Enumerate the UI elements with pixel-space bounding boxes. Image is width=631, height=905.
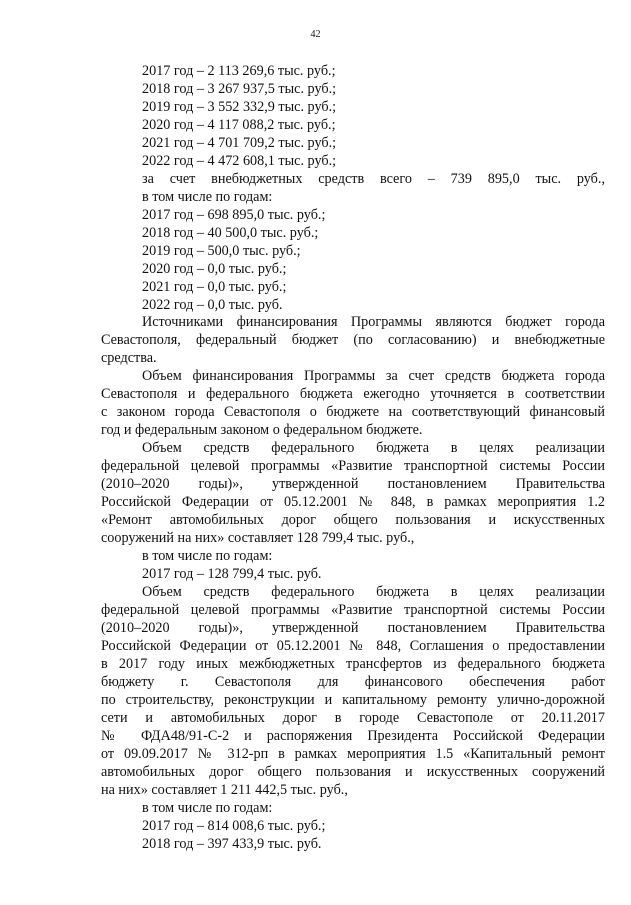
text-line: 2018 год – 40 500,0 тыс. руб.; — [142, 225, 319, 241]
paragraph-line: федеральной целевой программы «Развитие транспортной системы России — [101, 602, 605, 618]
paragraph-line: бюджету г. Севастополя для финансового обеспечения работ — [101, 674, 605, 690]
text-line: 2022 год – 0,0 тыс. руб. — [142, 297, 283, 313]
text-line: 2021 год – 0,0 тыс. руб.; — [142, 279, 287, 295]
text-line: 2017 год – 2 113 269,6 тыс. руб.; — [142, 63, 336, 79]
paragraph-line: Объем финансирования Программы за счет средств бюджета города — [142, 368, 605, 384]
text-line: в том числе по годам: — [142, 548, 273, 564]
paragraph-line: с законом города Севастополя о бюджете на соответствующий финансовый — [101, 404, 605, 420]
paragraph-line: Севастополя и федерального бюджета ежегодно уточняется в соответствии — [101, 386, 605, 402]
paragraph-line: «Ремонт автомобильных дорог общего пользования и искусственных — [101, 512, 605, 528]
paragraph-line: Российской Федерации от 05.12.2001 № 848, в рамках мероприятия 1.2 — [101, 494, 605, 510]
text-line: 2018 год – 397 433,9 тыс. руб. — [142, 836, 322, 852]
paragraph-line: в 2017 году иных межбюджетных трансфертов из федерального бюджета — [101, 656, 605, 672]
paragraph-line: Источниками финансирования Программы являются бюджет города — [142, 314, 605, 330]
paragraph-line: по строительству, реконструкции и капитальному ремонту улично-дорожной — [101, 692, 605, 708]
text-line: 2020 год – 0,0 тыс. руб.; — [142, 261, 287, 277]
paragraph-line: Объем средств федерального бюджета в целях реализации — [142, 440, 605, 456]
paragraph-line: Севастополя, федеральный бюджет (по согласованию) и внебюджетные — [101, 332, 605, 348]
text-line: 2019 год – 500,0 тыс. руб.; — [142, 243, 301, 259]
paragraph-line: (2010–2020 годы)», утвержденной постановлением Правительства — [101, 476, 605, 492]
text-line: за счет внебюджетных средств всего – 739 895,0 тыс. руб., — [142, 171, 605, 187]
paragraph-line: от 09.09.2017 № 312-рп в рамках мероприятия 1.5 «Капитальный ремонт — [101, 746, 605, 762]
text-line: 2019 год – 3 552 332,9 тыс. руб.; — [142, 99, 337, 115]
page-number: 42 — [310, 29, 321, 40]
text-line: 2017 год – 128 799,4 тыс. руб. — [142, 566, 322, 582]
text-line: в том числе по годам: — [142, 800, 273, 816]
text-line: 2018 год – 3 267 937,5 тыс. руб.; — [142, 81, 337, 97]
text-line: в том числе по годам: — [142, 189, 273, 205]
paragraph-line: год и федеральным законом о федеральном бюджете. — [101, 422, 423, 438]
text-line: 2020 год – 4 117 088,2 тыс. руб.; — [142, 117, 336, 133]
text-line: 2022 год – 4 472 608,1 тыс. руб.; — [142, 153, 337, 169]
text-line: 2017 год – 814 008,6 тыс. руб.; — [142, 818, 326, 834]
text-line: 2017 год – 698 895,0 тыс. руб.; — [142, 207, 326, 223]
paragraph-line: автомобильных дорог общего пользования и искусственных сооружений — [101, 764, 605, 780]
paragraph-line: федеральной целевой программы «Развитие транспортной системы России — [101, 458, 605, 474]
paragraph-line: сооружений на них» составляет 128 799,4 тыс. руб., — [101, 530, 415, 546]
paragraph-line: средства. — [101, 350, 157, 366]
paragraph-line: Российской Федерации от 05.12.2001 № 848, Соглашения о предоставлении — [101, 638, 605, 654]
paragraph-line: (2010–2020 годы)», утвержденной постановлением Правительства — [101, 620, 605, 636]
paragraph-line: на них» составляет 1 211 442,5 тыс. руб., — [101, 782, 348, 798]
paragraph-line: Объем средств федерального бюджета в целях реализации — [142, 584, 605, 600]
text-line: 2021 год – 4 701 709,2 тыс. руб.; — [142, 135, 337, 151]
paragraph-line: сети и автомобильных дорог в городе Севастополе от 20.11.2017 — [101, 710, 605, 726]
paragraph-line: № ФДА48/91-С-2 и распоряжения Президента Российской Федерации — [101, 728, 605, 744]
